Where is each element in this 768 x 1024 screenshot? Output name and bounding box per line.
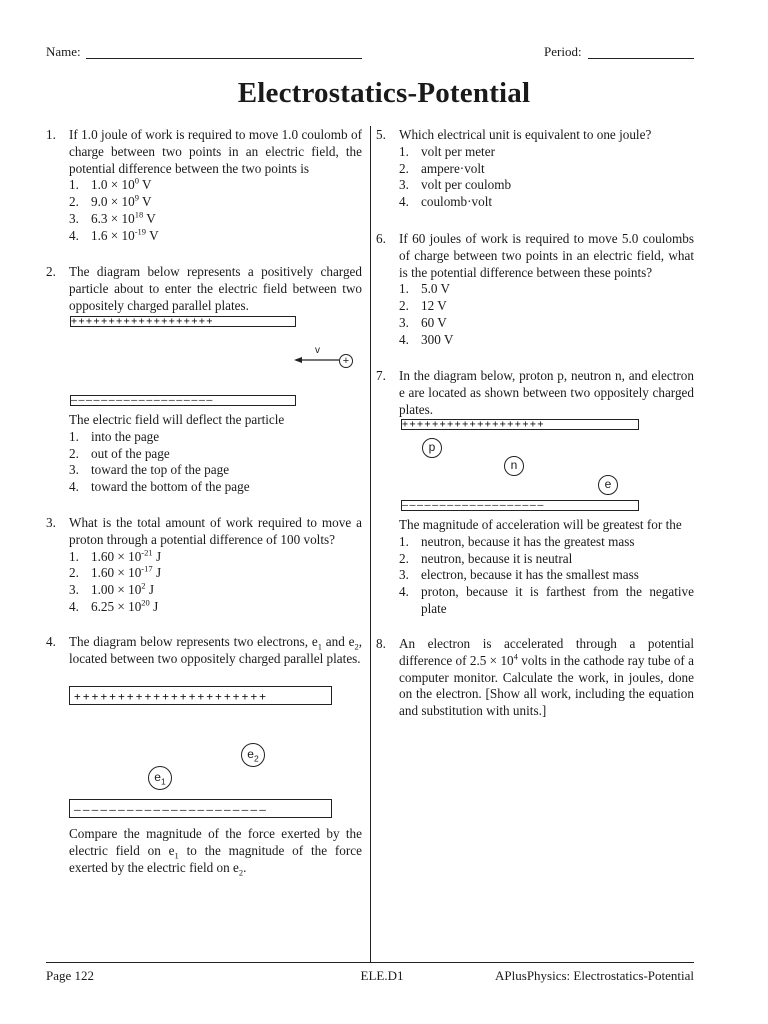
option[interactable]: 1. neutron, because it has the greatest mass [399,533,635,549]
option[interactable]: 3. 60 V [399,314,447,330]
electron-e2: $e_2$ [241,743,265,767]
negative-plate: ——————————————————— [401,500,639,511]
option[interactable]: 1. into the page [69,428,160,444]
options [69,177,362,244]
page-number: Page 122 [46,968,95,983]
option[interactable]: 3. $1.00 \times 10^2$ J [69,580,154,598]
option[interactable]: 2. out of the page [69,445,170,461]
option[interactable]: 4. proton, because it is farthest from the negative plate [399,584,694,616]
question-prompt: The magnitude of acceleration will be greatest for the [399,517,682,532]
question-3 [46,515,362,616]
period-field[interactable] [588,44,694,59]
negative-plate: ——————————————————— [70,395,296,406]
neutron-n: n [504,456,524,476]
question-number: 3. [46,515,56,530]
positive-plate: +++++++++++++++++++ [401,419,639,430]
question-7 [376,368,694,418]
option[interactable]: 4. coulomb·volt [399,194,493,210]
options [399,534,694,618]
question-number: 6. [376,231,386,246]
page-title: Electrostatics-Potential [237,77,531,109]
footer-source: APlusPhysics: Electrostatics-Potential [495,968,694,983]
question-text: If 60 joules of work is required to move 5.0 coulombs of charge between two points in an electric field, what is the potential difference between these points? [399,231,694,280]
footer-code: ELE.D1 [360,968,404,983]
question-number: 1. [46,127,56,142]
option[interactable]: 1. $1.0 \times 10^0$ V [69,176,152,193]
option[interactable]: 4. $6.25 \times 10^{20}$ J [69,597,159,614]
option[interactable]: 4. toward the bottom of the page [69,479,250,495]
option[interactable]: 1. $1.60 \times 10^{-21}$ J [69,547,162,564]
question-4 [46,634,362,668]
option[interactable]: 2. neutron, because it is neutral [399,550,573,566]
question-6 [376,231,694,349]
question-4-prompt [46,826,362,876]
positive-plate: ++++++++++++++++++++++ [69,686,332,705]
question-prompt: Compare the magnitude of the force exerted by the electric field on $e_1$ to the magnitude of the force exerted by the electric field on $e_2$. [69,826,362,878]
question-text: The diagram below represents a positively charged particle about to enter the electric field between two oppositely charged parallel plates. [69,264,362,313]
question-number: 7. [376,368,386,383]
footer-rule [46,962,694,963]
positive-particle: + [339,354,353,368]
options [69,549,362,616]
question-5 [376,127,694,211]
question-number: 8. [376,636,386,651]
option[interactable]: 2. ampere·volt [399,160,485,176]
option[interactable]: 3. electron, because it has the smallest mass [399,567,639,583]
question-text: In the diagram below, proton p, neutron n, and electron e are located as shown between two oppositely charged plates. [399,368,694,417]
question-number: 2. [46,264,56,279]
column-divider [370,126,371,962]
option[interactable]: 4. 300 V [399,331,454,347]
question-2-options [46,412,362,496]
question-text: Which electrical unit is equivalent to one joule? [399,127,652,142]
option[interactable]: 3. volt per coulomb [399,177,512,193]
question-text: What is the total amount of work required to move a proton through a potential difference of 100 volts? [69,515,362,547]
option[interactable]: 3. $6.3 \times 10^{18}$ V [69,209,156,226]
positive-plate: +++++++++++++++++++ [70,316,296,327]
question-7-options [376,517,694,618]
question-8 [376,636,694,720]
velocity-label: v [315,345,320,356]
options [399,144,694,211]
option[interactable]: 1. 5.0 V [399,281,451,297]
name-field[interactable] [86,44,362,59]
question-text: The diagram below represents two electrons, $e_1$ and $e_2$, located between two oppositely charged parallel plates. [69,634,362,666]
options [69,429,362,496]
option[interactable]: 1. volt per meter [399,143,495,159]
question-text: If 1.0 joule of work is required to move 1.0 coulomb of charge between two points in an electric field, the potential difference between the two points is [69,127,362,176]
question-number: 5. [376,127,386,142]
option[interactable]: 2. $9.0 \times 10^9$ V [69,192,152,210]
name-label: Name: [46,44,81,59]
electron-e: e [598,475,618,495]
negative-plate: —————————————————————— [69,799,332,818]
option[interactable]: 2. 12 V [399,298,447,314]
question-number: 4. [46,634,56,649]
question-prompt: The electric field will deflect the particle [69,412,285,427]
period-label: Period: [544,44,582,59]
question-1 [46,127,362,245]
proton-p: p [422,438,442,458]
electron-e1: $e_1$ [148,766,172,790]
option[interactable]: 4. $1.6 \times 10^{-19}$ V [69,226,159,243]
question-2 [46,264,362,314]
options [399,281,694,348]
option[interactable]: 3. toward the top of the page [69,462,230,478]
option[interactable]: 2. $1.60 \times 10^{-17}$ J [69,564,162,581]
question-text: An electron is accelerated through a potential difference of $2.5 \times 10^4$ volts in the cathode ray tube of a computer monitor. Calculate the work, in joules, done on the electron. [Show all work, including the equation and substitution with units.] [399,636,695,719]
